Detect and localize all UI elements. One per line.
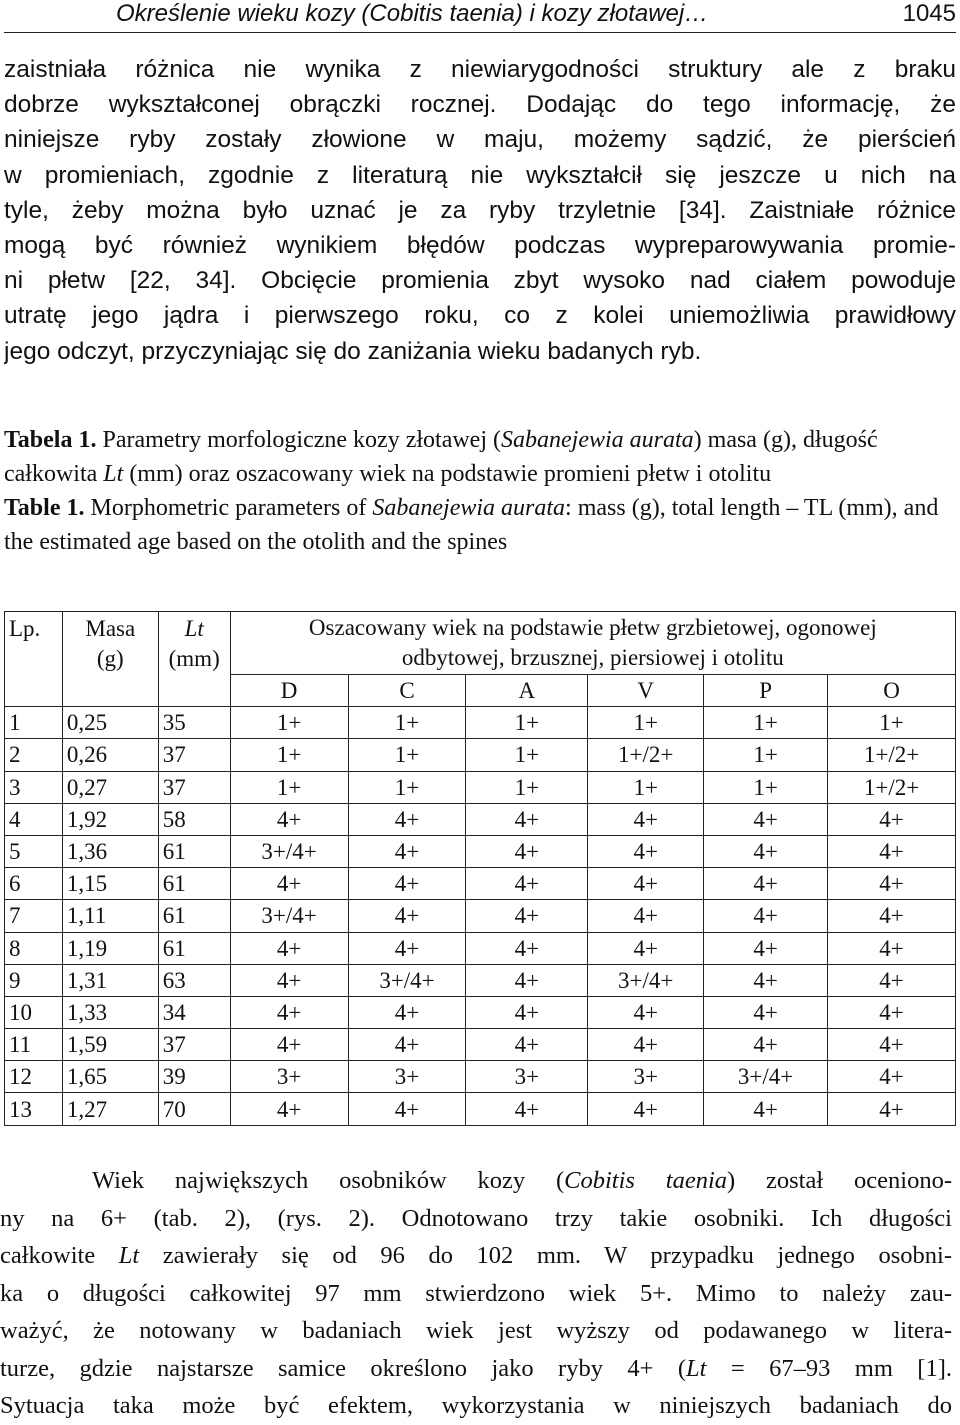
- table-cell: 1+: [230, 771, 348, 803]
- caption-text: (mm) oraz oszacowany wiek na podstawie promieni płetw i otolitu: [123, 461, 772, 487]
- lt-symbol: Lt: [103, 461, 124, 487]
- table-cell: 4+: [348, 1093, 466, 1125]
- text-fragment: ) został oceniono-: [727, 1167, 952, 1194]
- header-age: Oszacowany wiek na podstawie płetw grzbietowej, ogonowej odbytowej, brzusznej, piersiowej i otolitu: [230, 612, 955, 675]
- table-cell: 1+: [348, 707, 466, 739]
- table-cell: 35: [158, 707, 230, 739]
- caption-text: ) masa (g), długość całkowita: [4, 427, 878, 487]
- table-cell: 0,25: [62, 707, 158, 739]
- table-cell: 1+: [704, 739, 828, 771]
- text-fragment: ny na 6+ (tab. 2), (rys. 2). Odnotowano trzy takie osobniki. Ich długości: [0, 1204, 952, 1232]
- table-cell: 1,15: [62, 868, 158, 900]
- table-cell: 4+: [466, 1029, 588, 1061]
- table-row: [5, 771, 956, 803]
- table-row: [5, 964, 956, 996]
- text-fragment: ważyć, że notowany w badaniach wiek jest wyższy od podawanego w litera-: [0, 1317, 952, 1344]
- table-cell: 4+: [828, 996, 956, 1028]
- table-cell: 4+: [230, 803, 348, 835]
- table-cell: 1+: [348, 771, 466, 803]
- table-cell: 9: [5, 964, 63, 996]
- table-cell: 4+: [348, 996, 466, 1028]
- table-cell: 4+: [588, 1029, 704, 1061]
- header-lt: Lt (mm): [158, 612, 230, 707]
- table-cell: 4+: [348, 1029, 466, 1061]
- species-name: Sabanejewia aurata: [501, 427, 694, 453]
- table-row: [5, 739, 956, 771]
- table-row: [5, 932, 956, 964]
- table-cell: 61: [158, 835, 230, 867]
- table-cell: 61: [158, 868, 230, 900]
- table-cell: 4+: [704, 868, 828, 900]
- table-cell: 1,31: [62, 964, 158, 996]
- table-cell: 4+: [230, 1029, 348, 1061]
- table-cell: 10: [5, 996, 63, 1028]
- table-cell: 1,59: [62, 1029, 158, 1061]
- table-cell: 1+: [466, 771, 588, 803]
- table-cell: 4+: [230, 932, 348, 964]
- table-cell: 4+: [348, 803, 466, 835]
- table-cell: 4+: [466, 1093, 588, 1125]
- text-line: tyle, żeby można było uznać je za ryby trzyletnie [34]. Zaistniałe różnice: [4, 196, 956, 224]
- running-title: Określenie wieku kozy (Cobitis taenia) i kozy złotawej…: [116, 0, 709, 27]
- table-cell: 1,36: [62, 835, 158, 867]
- paragraph-2: [0, 1162, 952, 1425]
- table-cell: 1+/2+: [828, 739, 956, 771]
- table-cell: 39: [158, 1061, 230, 1093]
- table-row: [5, 900, 956, 932]
- table-cell: 4+: [230, 1093, 348, 1125]
- table-cell: 34: [158, 996, 230, 1028]
- text-line: dobrze wykształconej obrączki rocznej. Dodając do tego informację, że: [4, 91, 956, 119]
- table-cell: 1+: [704, 771, 828, 803]
- table-cell: 4+: [828, 900, 956, 932]
- text-line: [0, 1387, 952, 1425]
- table-cell: 7: [5, 900, 63, 932]
- caption-text: : mass (g), total length – TL (mm), and the estimated age based on the otolith and the spines: [4, 495, 939, 555]
- table-cell: 4+: [466, 964, 588, 996]
- header-lp: Lp.: [5, 612, 63, 707]
- table-cell: 1,27: [62, 1093, 158, 1125]
- table-cell: 3+: [588, 1061, 704, 1093]
- table-cell: 4+: [704, 803, 828, 835]
- table-cell: 4+: [466, 803, 588, 835]
- table-cell: 4: [5, 803, 63, 835]
- text-line: [0, 1350, 952, 1388]
- text-fragment: całkowite: [0, 1242, 119, 1269]
- table-cell: 1+: [588, 707, 704, 739]
- table-cell: 3+/4+: [230, 900, 348, 932]
- caption-text: Parametry morfologiczne kozy złotawej (: [96, 427, 501, 453]
- table-cell: 4+: [704, 1093, 828, 1125]
- table-cell: 1+: [466, 707, 588, 739]
- header-o: O: [828, 675, 956, 707]
- text-line: [0, 1275, 952, 1313]
- table-cell: 4+: [828, 1061, 956, 1093]
- table-cell: 4+: [466, 932, 588, 964]
- table-row: [5, 707, 956, 739]
- text-fragment: Sytuacja taka może być efektem, wykorzystania w niniejszych badaniach do: [0, 1392, 952, 1419]
- table-cell: 1,65: [62, 1061, 158, 1093]
- table-cell: 4+: [230, 996, 348, 1028]
- header-v: V: [588, 675, 704, 707]
- table-cell: 37: [158, 1029, 230, 1061]
- table-cell: 8: [5, 932, 63, 964]
- table-cell: 1+/2+: [828, 771, 956, 803]
- table-cell: 1+: [230, 739, 348, 771]
- header-d: D: [230, 675, 348, 707]
- species-name: Sabanejewia aurata: [372, 495, 566, 521]
- table-row: [5, 1061, 956, 1093]
- text-fragment: turze, gdzie najstarsze samice określono jako ryby 4+ (: [0, 1354, 687, 1382]
- table-cell: 3+/4+: [348, 964, 466, 996]
- table-cell: 4+: [466, 996, 588, 1028]
- table-cell: 1,19: [62, 932, 158, 964]
- table-cell: 3+/4+: [230, 835, 348, 867]
- table-row: [5, 835, 956, 867]
- table-cell: 4+: [704, 1029, 828, 1061]
- table-caption: [4, 423, 956, 559]
- caption-text: Morphometric parameters of: [84, 495, 373, 521]
- table-cell: 1+: [348, 739, 466, 771]
- table-cell: 4+: [704, 964, 828, 996]
- table-cell: 4+: [348, 868, 466, 900]
- italic-term: Cobitis taenia: [564, 1167, 728, 1194]
- page-number: 1045: [902, 0, 956, 27]
- table-cell: 1+: [828, 707, 956, 739]
- text-line: [0, 1162, 952, 1200]
- text-line: ni płetw [22, 34]. Obcięcie promienia zbyt wysoko nad ciałem powoduje: [4, 267, 956, 295]
- table-cell: 4+: [588, 868, 704, 900]
- table-cell: 1: [5, 707, 63, 739]
- table-cell: 61: [158, 900, 230, 932]
- table-cell: 0,26: [62, 739, 158, 771]
- table-cell: 4+: [704, 900, 828, 932]
- caption-polish: [4, 423, 956, 491]
- text-line: mogą być również wynikiem błędów podczas wypreparowywania promie-: [4, 231, 956, 259]
- italic-term: Lt: [686, 1354, 707, 1382]
- text-fragment: Wiek największych osobników kozy (: [92, 1167, 565, 1194]
- table-cell: 4+: [588, 932, 704, 964]
- table-cell: 1,92: [62, 803, 158, 835]
- table-cell: 4+: [466, 835, 588, 867]
- table-row: [5, 803, 956, 835]
- table-cell: 58: [158, 803, 230, 835]
- table-cell: 1+/2+: [588, 739, 704, 771]
- table-cell: 5: [5, 835, 63, 867]
- table-row: [5, 1029, 956, 1061]
- table-cell: 4+: [348, 900, 466, 932]
- table-cell: 4+: [588, 803, 704, 835]
- text-line: niniejsze ryby zostały złowione w maju, możemy sądzić, że pierścień: [4, 126, 956, 154]
- table-cell: 3+: [348, 1061, 466, 1093]
- table-cell: 4+: [230, 868, 348, 900]
- caption-label-en: Table 1.: [4, 495, 85, 521]
- table-cell: 4+: [704, 835, 828, 867]
- table-cell: 1+: [588, 771, 704, 803]
- text-line: zaistniała różnica nie wynika z niewiarygodności struktury ale z braku: [4, 56, 956, 83]
- table-row: [5, 1093, 956, 1125]
- text-line: w promieniach, zgodnie z literaturą nie wykształcił się jeszcze u nich na: [4, 161, 956, 189]
- header-masa: Masa (g): [62, 612, 158, 707]
- table-cell: 4+: [348, 835, 466, 867]
- text-line: [0, 1237, 952, 1275]
- table-cell: 4+: [588, 996, 704, 1028]
- table-cell: 4+: [704, 932, 828, 964]
- header-a: A: [466, 675, 588, 707]
- table-cell: 4+: [466, 868, 588, 900]
- table-row: [5, 996, 956, 1028]
- table-cell: 61: [158, 932, 230, 964]
- caption-english: [4, 491, 956, 559]
- running-header: [4, 0, 956, 33]
- table-cell: 63: [158, 964, 230, 996]
- table-body: [5, 707, 956, 1125]
- table-cell: 4+: [828, 868, 956, 900]
- table-cell: 4+: [828, 835, 956, 867]
- paragraph-1: [4, 52, 956, 369]
- text-line: jego odczyt, przyczyniając się do zaniżania wieku badanych ryb.: [4, 337, 702, 365]
- table-cell: 3: [5, 771, 63, 803]
- table-cell: 4+: [828, 803, 956, 835]
- table-cell: 3+: [466, 1061, 588, 1093]
- table-cell: 3+: [230, 1061, 348, 1093]
- table-cell: 4+: [828, 964, 956, 996]
- table-cell: 3+/4+: [588, 964, 704, 996]
- table-cell: 1,33: [62, 996, 158, 1028]
- table-cell: 4+: [588, 835, 704, 867]
- text-fragment: = 67–93 mm [1].: [706, 1354, 952, 1382]
- table-cell: 0,27: [62, 771, 158, 803]
- text-fragment: zawierały się od 96 do 102 mm. W przypadku jednego osobni-: [139, 1242, 952, 1269]
- italic-term: Lt: [118, 1242, 140, 1269]
- table-cell: 11: [5, 1029, 63, 1061]
- table-cell: 4+: [828, 1029, 956, 1061]
- table-cell: 70: [158, 1093, 230, 1125]
- text-fragment: ka o długości całkowitej 97 mm stwierdzono wiek 5+. Mimo to należy zau-: [0, 1279, 952, 1307]
- age-table: [4, 611, 956, 1126]
- table-cell: 6: [5, 868, 63, 900]
- table-cell: 4+: [588, 1093, 704, 1125]
- header-p: P: [704, 675, 828, 707]
- table-cell: 4+: [828, 1093, 956, 1125]
- table-cell: 1+: [704, 707, 828, 739]
- table-cell: 37: [158, 739, 230, 771]
- text-line: [0, 1200, 952, 1238]
- table-cell: 4+: [828, 932, 956, 964]
- table-cell: 1+: [466, 739, 588, 771]
- text-line: utratę jego jądra i pierwszego roku, co z kolei uniemożliwia prawidłowy: [4, 302, 956, 330]
- table-cell: 4+: [466, 900, 588, 932]
- table-cell: 37: [158, 771, 230, 803]
- table-cell: 1,11: [62, 900, 158, 932]
- table-cell: 4+: [348, 932, 466, 964]
- table-cell: 1+: [230, 707, 348, 739]
- table-cell: 4+: [230, 964, 348, 996]
- caption-label-pl: Tabela 1.: [4, 427, 97, 453]
- table-cell: 4+: [588, 900, 704, 932]
- table-row: [5, 868, 956, 900]
- table-cell: 2: [5, 739, 63, 771]
- table-cell: 12: [5, 1061, 63, 1093]
- table-cell: 3+/4+: [704, 1061, 828, 1093]
- table-cell: 4+: [704, 996, 828, 1028]
- header-c: C: [348, 675, 466, 707]
- table-cell: 13: [5, 1093, 63, 1125]
- text-line: [0, 1312, 952, 1350]
